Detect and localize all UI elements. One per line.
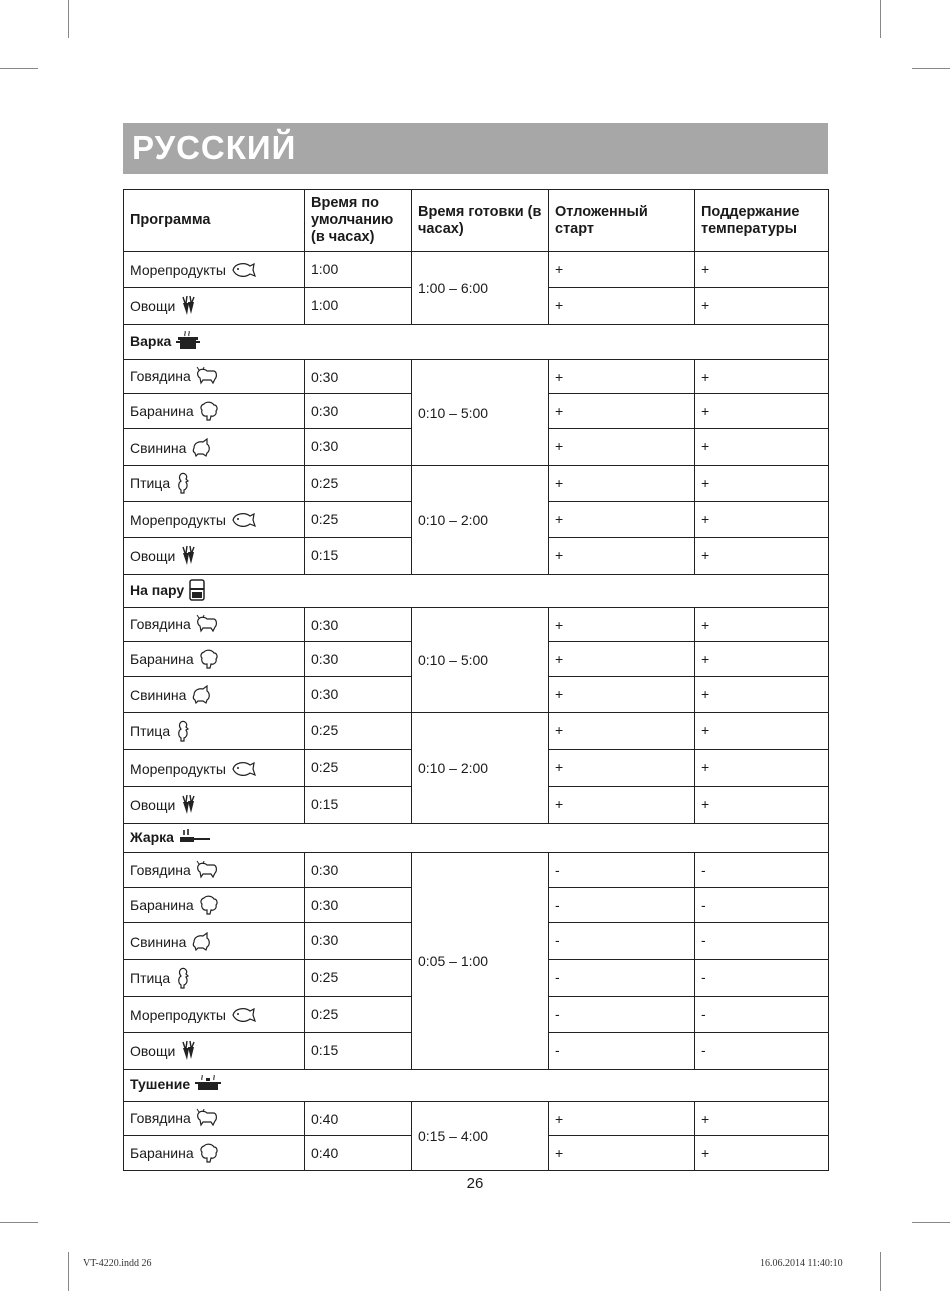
program-cell — [124, 853, 305, 888]
pork-icon — [190, 438, 212, 461]
default-time-cell: 0:15 — [305, 787, 412, 824]
program-cell — [124, 1136, 305, 1171]
section-label: Варка — [130, 332, 172, 349]
cooking-time-range-cell: 1:00 – 6:00 — [412, 252, 549, 325]
delayed-start-cell: + — [549, 608, 695, 642]
table-row — [124, 853, 829, 888]
program-cell — [124, 750, 305, 787]
program-label: Овощи — [130, 548, 176, 565]
program-cell — [124, 288, 305, 325]
default-time-cell: 1:00 — [305, 288, 412, 325]
default-time-cell: 0:25 — [305, 713, 412, 750]
program-label: Овощи — [130, 797, 176, 814]
default-time-cell: 0:25 — [305, 466, 412, 502]
program-label: Морепродукты — [130, 512, 226, 529]
program-cell — [124, 997, 305, 1033]
program-label: Говядина — [130, 368, 191, 385]
beef-icon — [195, 614, 219, 637]
section-row — [124, 1070, 829, 1102]
table-header-row — [124, 190, 829, 252]
program-cell — [124, 713, 305, 750]
default-time-cell: 0:40 — [305, 1136, 412, 1171]
program-label: Свинина — [130, 934, 187, 951]
section-cell — [124, 325, 829, 360]
crop-mark — [912, 68, 950, 69]
keep-warm-cell: + — [695, 360, 829, 394]
table-row — [124, 466, 829, 502]
section-row — [124, 575, 829, 608]
delayed-start-cell: - — [549, 853, 695, 888]
page-number: 26 — [466, 1175, 484, 1192]
vegetables-icon — [179, 1040, 197, 1065]
vegetables-icon — [179, 545, 197, 570]
cooking-time-range-cell: 0:10 – 2:00 — [412, 713, 549, 824]
default-time-cell: 0:15 — [305, 1033, 412, 1070]
program-label: Морепродукты — [130, 262, 226, 279]
poultry-icon — [174, 967, 192, 992]
program-label: Баранина — [130, 1145, 194, 1162]
crop-mark — [68, 0, 69, 38]
keep-warm-cell: + — [695, 750, 829, 787]
section-row — [124, 325, 829, 360]
delayed-start-cell: - — [549, 888, 695, 923]
delayed-start-cell: + — [549, 642, 695, 677]
beef-icon — [195, 860, 219, 883]
crop-mark — [0, 1222, 38, 1223]
default-time-cell: 0:25 — [305, 960, 412, 997]
pork-icon — [190, 932, 212, 955]
program-cell — [124, 1033, 305, 1070]
program-label: Птица — [130, 970, 171, 987]
column-header: Поддержание температуры — [695, 190, 829, 252]
program-label: Свинина — [130, 440, 187, 457]
program-cell — [124, 538, 305, 575]
program-cell — [124, 642, 305, 677]
program-label: Овощи — [130, 298, 176, 315]
keep-warm-cell: + — [695, 466, 829, 502]
default-time-cell: 0:25 — [305, 750, 412, 787]
column-header: Время готовки (в часах) — [412, 190, 549, 252]
steamer-icon — [188, 579, 206, 604]
table-row — [124, 608, 829, 642]
program-cell — [124, 252, 305, 288]
section-cell — [124, 1070, 829, 1102]
section-cell — [124, 824, 829, 853]
program-cell — [124, 960, 305, 997]
section-cell — [124, 575, 829, 608]
seafood-icon — [230, 1005, 256, 1028]
delayed-start-cell: - — [549, 1033, 695, 1070]
program-cell — [124, 360, 305, 394]
lamb-icon — [198, 649, 220, 672]
section-row — [124, 824, 829, 853]
keep-warm-cell: - — [695, 1033, 829, 1070]
program-cell — [124, 787, 305, 824]
crop-mark — [68, 1252, 69, 1291]
table-row — [124, 713, 829, 750]
cooking-time-range-cell: 0:10 – 5:00 — [412, 360, 549, 466]
column-header: Программа — [124, 190, 305, 252]
default-time-cell: 0:30 — [305, 360, 412, 394]
cooking-time-range-cell: 0:10 – 2:00 — [412, 466, 549, 575]
delayed-start-cell: + — [549, 252, 695, 288]
cooking-time-range-cell: 0:15 – 4:00 — [412, 1102, 549, 1171]
default-time-cell: 0:15 — [305, 538, 412, 575]
keep-warm-cell: + — [695, 1102, 829, 1136]
footer-timestamp: 16.06.2014 11:40:10 — [760, 1258, 843, 1269]
program-cell — [124, 677, 305, 713]
program-label: Свинина — [130, 687, 187, 704]
column-header: Время по умолчанию (в часах) — [305, 190, 412, 252]
program-cell — [124, 466, 305, 502]
keep-warm-cell: - — [695, 853, 829, 888]
keep-warm-cell: + — [695, 288, 829, 325]
keep-warm-cell: + — [695, 608, 829, 642]
program-cell — [124, 923, 305, 960]
seafood-icon — [230, 510, 256, 533]
program-label: Морепродукты — [130, 1007, 226, 1024]
program-label: Говядина — [130, 1110, 191, 1127]
keep-warm-cell: + — [695, 787, 829, 824]
program-label: Морепродукты — [130, 761, 226, 778]
programs-table — [123, 189, 829, 1171]
default-time-cell: 0:30 — [305, 923, 412, 960]
default-time-cell: 0:30 — [305, 677, 412, 713]
section-label: Жарка — [130, 828, 174, 845]
delayed-start-cell: - — [549, 997, 695, 1033]
table-row — [124, 252, 829, 288]
program-label: Птица — [130, 475, 171, 492]
default-time-cell: 0:40 — [305, 1102, 412, 1136]
pork-icon — [190, 685, 212, 708]
seafood-icon — [230, 759, 256, 782]
footer-file: VT-4220.indd 26 — [83, 1258, 152, 1269]
keep-warm-cell: - — [695, 960, 829, 997]
delayed-start-cell: + — [549, 1102, 695, 1136]
vegetables-icon — [179, 295, 197, 320]
default-time-cell: 0:30 — [305, 642, 412, 677]
language-banner — [123, 123, 828, 174]
frying-pan-icon — [178, 828, 212, 849]
delayed-start-cell: + — [549, 394, 695, 429]
delayed-start-cell: + — [549, 1136, 695, 1171]
keep-warm-cell: + — [695, 252, 829, 288]
delayed-start-cell: + — [549, 677, 695, 713]
default-time-cell: 0:25 — [305, 997, 412, 1033]
keep-warm-cell: + — [695, 677, 829, 713]
crop-mark — [0, 68, 38, 69]
vegetables-icon — [179, 794, 197, 819]
delayed-start-cell: + — [549, 787, 695, 824]
delayed-start-cell: + — [549, 502, 695, 538]
crop-mark — [880, 1252, 881, 1291]
program-cell — [124, 608, 305, 642]
delayed-start-cell: - — [549, 923, 695, 960]
delayed-start-cell: + — [549, 429, 695, 466]
program-label: Птица — [130, 723, 171, 740]
crop-mark — [880, 0, 881, 38]
language-title: РУССКИЙ — [132, 129, 297, 166]
program-cell — [124, 429, 305, 466]
delayed-start-cell: - — [549, 960, 695, 997]
stewing-pan-icon — [194, 1075, 222, 1096]
keep-warm-cell: + — [695, 642, 829, 677]
delayed-start-cell: + — [549, 713, 695, 750]
delayed-start-cell: + — [549, 466, 695, 502]
program-cell — [124, 1102, 305, 1136]
section-label: Тушение — [130, 1076, 191, 1093]
cooking-time-range-cell: 0:10 – 5:00 — [412, 608, 549, 713]
lamb-icon — [198, 895, 220, 918]
default-time-cell: 0:30 — [305, 429, 412, 466]
default-time-cell: 0:30 — [305, 394, 412, 429]
program-cell — [124, 394, 305, 429]
table-row — [124, 360, 829, 394]
program-label: Баранина — [130, 897, 194, 914]
program-label: Овощи — [130, 1043, 176, 1060]
keep-warm-cell: + — [695, 538, 829, 575]
cooking-time-range-cell: 0:05 – 1:00 — [412, 853, 549, 1070]
program-label: Говядина — [130, 862, 191, 879]
program-cell — [124, 502, 305, 538]
program-label: Баранина — [130, 651, 194, 668]
keep-warm-cell: - — [695, 888, 829, 923]
default-time-cell: 1:00 — [305, 252, 412, 288]
section-label: На пару — [130, 581, 185, 598]
delayed-start-cell: + — [549, 360, 695, 394]
default-time-cell: 0:25 — [305, 502, 412, 538]
table-row — [124, 1102, 829, 1136]
default-time-cell: 0:30 — [305, 888, 412, 923]
seafood-icon — [230, 260, 256, 283]
keep-warm-cell: - — [695, 997, 829, 1033]
default-time-cell: 0:30 — [305, 853, 412, 888]
lamb-icon — [198, 401, 220, 424]
program-label: Говядина — [130, 616, 191, 633]
delayed-start-cell: + — [549, 288, 695, 325]
beef-icon — [195, 1108, 219, 1131]
column-header: Отложенный старт — [549, 190, 695, 252]
delayed-start-cell: + — [549, 538, 695, 575]
program-label: Баранина — [130, 403, 194, 420]
lamb-icon — [198, 1143, 220, 1166]
keep-warm-cell: + — [695, 394, 829, 429]
delayed-start-cell: + — [549, 750, 695, 787]
keep-warm-cell: + — [695, 502, 829, 538]
poultry-icon — [174, 720, 192, 745]
keep-warm-cell: + — [695, 1136, 829, 1171]
program-cell — [124, 888, 305, 923]
pot-icon — [175, 331, 201, 354]
crop-mark — [912, 1222, 950, 1223]
default-time-cell: 0:30 — [305, 608, 412, 642]
poultry-icon — [174, 472, 192, 497]
beef-icon — [195, 366, 219, 389]
keep-warm-cell: + — [695, 713, 829, 750]
keep-warm-cell: + — [695, 429, 829, 466]
keep-warm-cell: - — [695, 923, 829, 960]
